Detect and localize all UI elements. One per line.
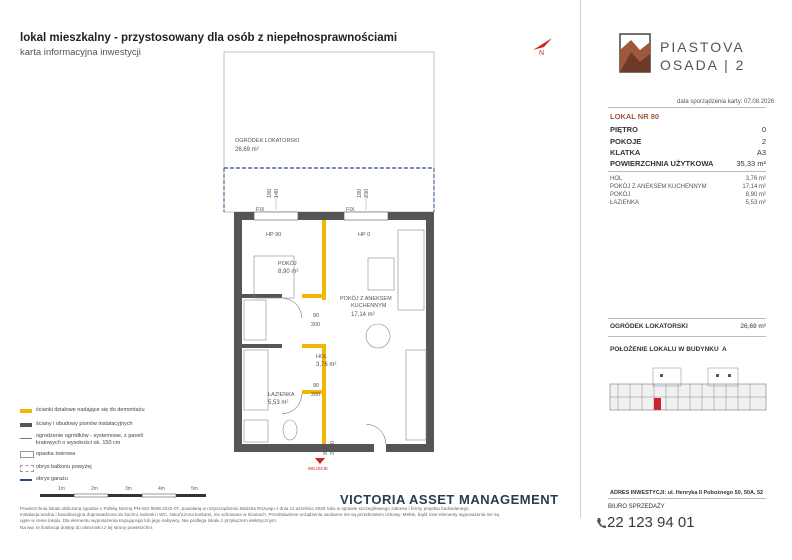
door-dim: 200: [311, 392, 321, 398]
scale-tick: 1m: [58, 486, 65, 492]
room-area: 3,76 m²: [745, 176, 766, 182]
footer-disclaimer: [20, 506, 575, 531]
company-part1: VICTORIA: [340, 492, 410, 507]
legend-text: obrys balkonu powyżej: [36, 464, 92, 470]
separator: [608, 336, 766, 337]
hol-label: HOL: [316, 354, 328, 360]
brand-line1: PIASTOVA: [660, 39, 745, 55]
divider-vertical: [580, 0, 581, 518]
unit-title: LOKAL NR 80: [610, 112, 660, 121]
card-date: data sporządzenia karty: 07.08.2026: [677, 99, 775, 105]
scale-tick: 5m: [191, 486, 198, 492]
unit-highlight: [654, 398, 661, 410]
pokoj-value: 8,90 m²: [278, 269, 299, 275]
legend-swatch: [20, 438, 32, 439]
hp-label: HP 90: [266, 232, 282, 238]
separator: [608, 498, 766, 499]
room-name: POKÓJ Z ANEKSEM KUCHENNYM: [610, 184, 707, 190]
pokoj-label: POKÓJ: [278, 261, 297, 267]
salon-value: 17,14 m²: [351, 312, 375, 318]
stair-label: KLATKA: [610, 148, 641, 157]
stair-value: A3: [756, 148, 766, 157]
plan-garden-label: OGRÓDEK LOKATORSKI: [235, 138, 300, 144]
brand-name: [660, 38, 745, 74]
legend-swatch: [20, 465, 34, 472]
room-name: ŁAZIENKA: [610, 200, 640, 206]
rooms-label: POKOJE: [610, 137, 642, 146]
floor-plan: [200, 50, 450, 470]
salon-label: POKÓJ Z ANEKSEM: [340, 296, 392, 302]
laz-value: 5,53 m²: [268, 400, 289, 406]
legend-swatch: [20, 409, 32, 413]
footer-line: ujęte w cenie lokalu. Dla elementu wyposażenia Kupującego lub jego nabywcy. Nie podlega lokalu z przyłączem elektrycznym.: [20, 518, 278, 524]
footer-line: Instalacja wodna i kanalizacyjna doprowadzona do kuchni, łazienki i WC, zakończona korkami, nie schowane w ścianach. Przedstawione urządzenia sanitarne nie są przedmiotem Umowy. Meble, bądź inne elementy wyposażenia nie są: [20, 512, 499, 518]
garden-area: [224, 52, 434, 212]
phone-icon: [596, 517, 606, 529]
door-dim: 90: [313, 313, 320, 319]
entry-label: WEJŚCIE: [308, 466, 329, 471]
footer-line: Powierzchnia lokalu obliczona zgodnie z Polską Normą PN-ISO 9836:2022-07, powołaną w rozporządzeniu Ministra Rozwoju z dnia 11 września 2020 roku w sprawie szczegółowego zakresu i formy projektu budowlanego.: [20, 506, 470, 511]
separator: [608, 171, 766, 172]
sales-phone: 22 123 94 01: [607, 514, 695, 531]
window-dim: 140: [274, 188, 280, 198]
fix-label: FIX: [256, 207, 265, 213]
legend-swatch: [20, 479, 32, 481]
window-dim: 180: [357, 188, 363, 198]
company-logo: [340, 492, 559, 507]
north-arrow-icon: [530, 34, 556, 56]
scale-tick: 3m: [125, 486, 132, 492]
laz-label: ŁAZIENKA: [268, 392, 295, 398]
room-area: 5,53 m²: [745, 200, 766, 206]
door-dim: 200,0: [330, 441, 336, 455]
legend-text: obrys garażu: [36, 476, 68, 482]
door-dim: 90: [313, 383, 320, 389]
garden-value: 26,69 m²: [740, 323, 766, 330]
scale-bar: [40, 492, 210, 500]
room-name: HOL: [610, 176, 623, 182]
floor-value: 0: [761, 125, 766, 134]
floor-label: PIĘTRO: [610, 125, 638, 134]
hp-label: HP 0: [358, 232, 371, 238]
page-subtitle: karta informacyjna inwestycji: [20, 47, 141, 58]
area-value: 35,33 m²: [736, 159, 766, 168]
window-dim: 180: [267, 188, 273, 198]
window-dim: 230: [364, 188, 370, 198]
location-label: POŁOŻENIE LOKALU W BUDYNKU A: [610, 346, 727, 353]
building-location-map: [608, 362, 768, 432]
brand-logo-icon: [618, 32, 652, 74]
company-part2: ASSET MANAGEMENT: [409, 492, 559, 507]
page-title: lokal mieszkalny - przystosowany dla osób z niepełnosprawnościami: [20, 32, 398, 44]
separator: [608, 107, 766, 108]
room-area: 8,90 m²: [745, 192, 766, 198]
door-dim: 200: [311, 322, 321, 328]
fix-label: FIX: [346, 207, 355, 213]
scale-tick: 4m: [158, 486, 165, 492]
plan-garden-value: 26,69 m²: [235, 147, 259, 153]
legend-text: kratowych o wysokości ok. 150 cm: [36, 440, 121, 446]
sales-label: BIURO SPRZEDAŻY: [608, 504, 665, 510]
garden-label: OGRÓDEK LOKATORSKI: [610, 323, 688, 330]
area-label: POWIERZCHNIA UŻYTKOWA: [610, 159, 714, 168]
footer-line: Na ww. te ilustracja dostęp do obecności z tej strony powierzchni.: [20, 524, 154, 530]
legend-swatch: [20, 451, 34, 458]
room-area: 17,14 m²: [742, 184, 766, 190]
legend-text: ogrodzenie ogródków - systemowe, z paneli: [36, 433, 144, 439]
separator: [608, 318, 766, 319]
room-name: POKÓJ: [610, 192, 631, 198]
svg-text:N: N: [539, 50, 545, 56]
address: ADRES INWESTYCJI: ul. Henryka II Pobożnego 50, 50A, 52: [610, 490, 764, 496]
hol-value: 3,76 m²: [316, 362, 337, 368]
door-dim: 92,8: [323, 444, 329, 455]
brand-line2: OSADA | 2: [660, 57, 746, 73]
legend-text: opaska żwirowa: [36, 451, 76, 457]
salon-label: KUCHENNYM: [351, 303, 387, 309]
scale-tick: 2m: [91, 486, 98, 492]
legend-text: ściany i obudowy pionów instalacyjnych: [36, 421, 133, 427]
rooms-value: 2: [761, 137, 766, 146]
legend-text: ścianki działowe nadające się do demontażu: [36, 407, 145, 413]
legend-swatch: [20, 423, 32, 427]
